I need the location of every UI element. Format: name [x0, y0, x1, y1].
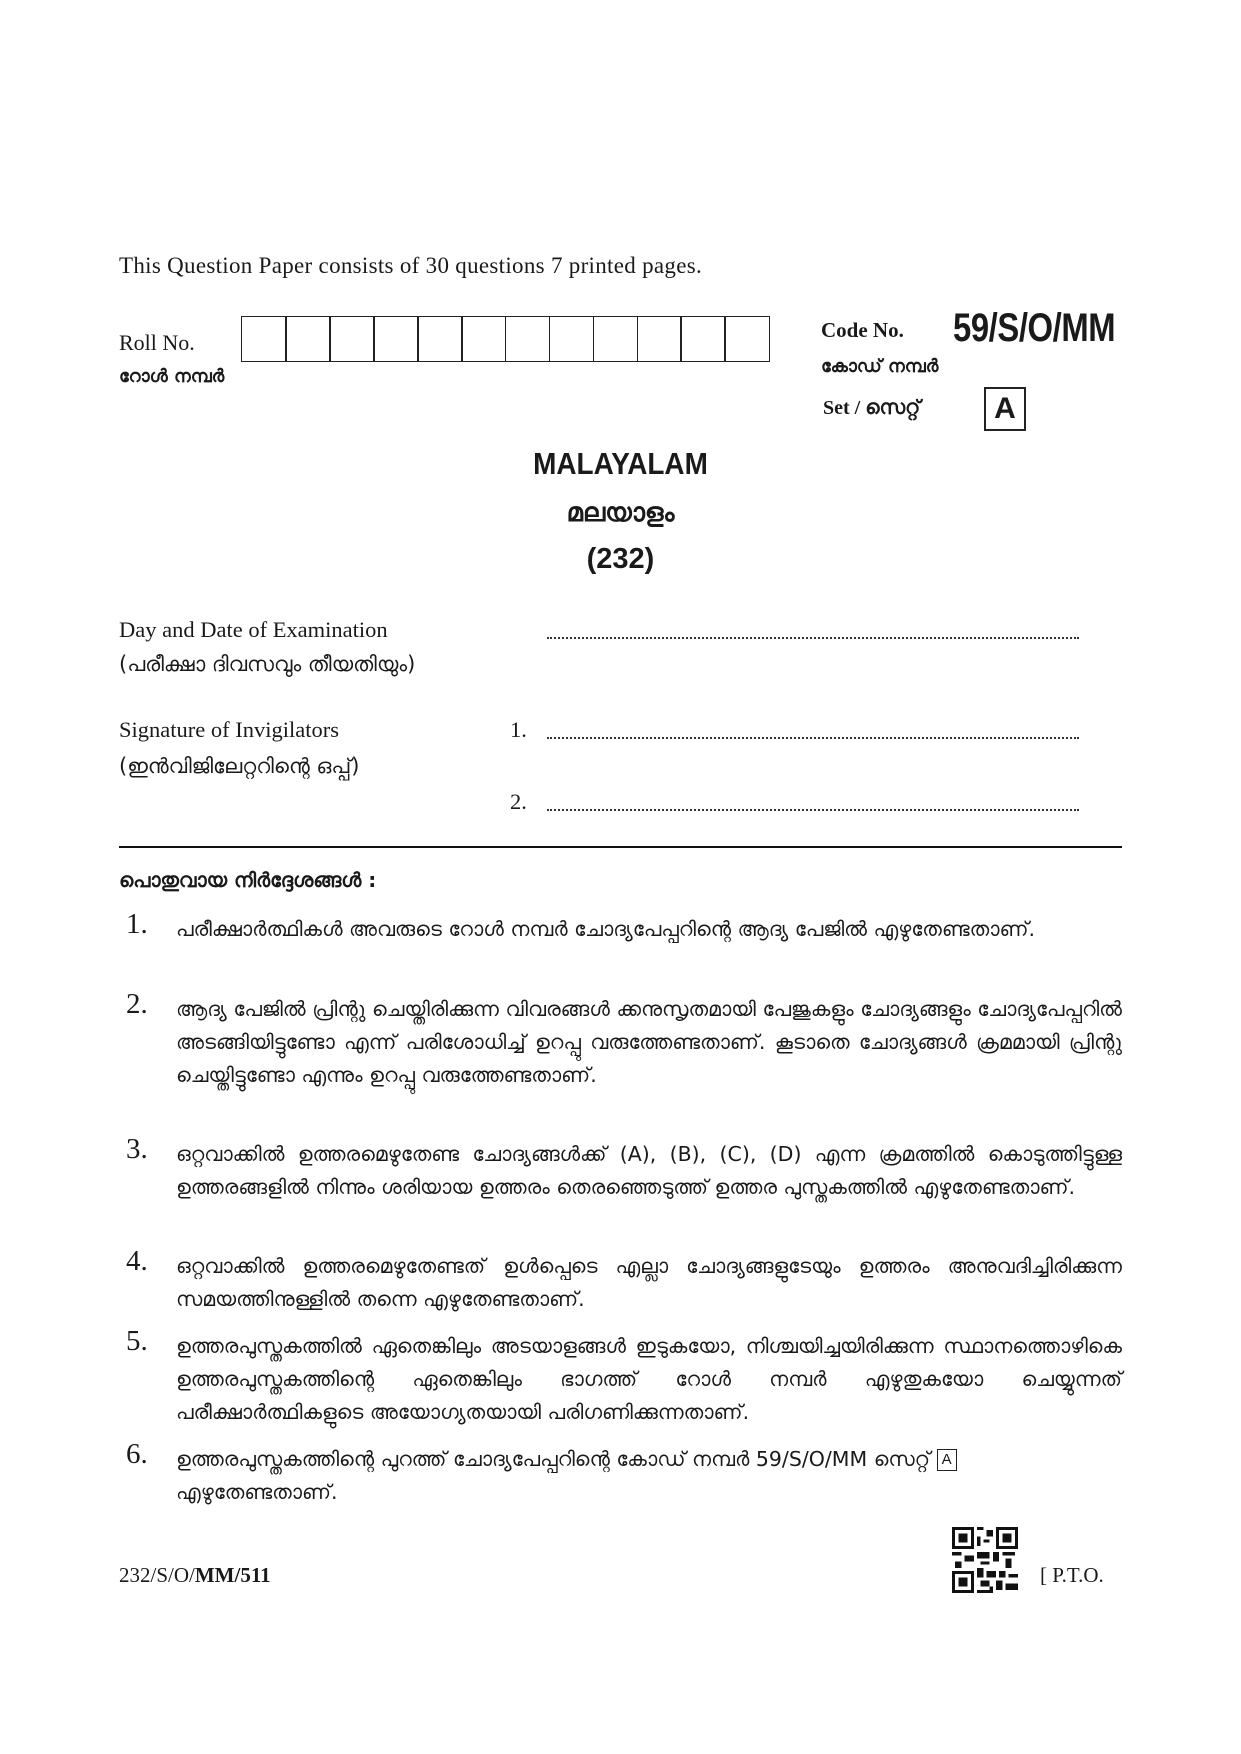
subject-title: MALAYALAM	[533, 446, 708, 481]
set-label: Set / സെറ്റ്	[823, 397, 921, 419]
roll-digit-box[interactable]	[505, 316, 551, 362]
instruction-number: 5.	[126, 1325, 148, 1357]
footer-code-bold: MM/511	[194, 1563, 271, 1587]
invigilator-signature-field-1[interactable]	[547, 737, 1079, 739]
roll-digit-box[interactable]	[285, 316, 331, 362]
instruction-number: 3.	[126, 1133, 148, 1165]
signature-number: 2.	[510, 789, 527, 814]
roll-digit-box[interactable]	[329, 316, 375, 362]
roll-digit-box[interactable]	[417, 316, 463, 362]
roll-digit-box[interactable]	[241, 316, 287, 362]
instruction-text: ഒറ്റവാക്കിൽ ഉത്തരമെഴുതേണ്ട ചോദ്യങ്ങൾക്ക് (A), (B), (C), (D) എന്ന ക്രമത്തിൽ കൊടുത്തിട്ടുള്ള ഉത്തരങ്ങളിൽ നിന്നും ശരിയായ ഉത്തരം തെരഞ്ഞെടുത്ത് ഉത്തര പുസ്തകത്തിൽ എഴുതേണ്ടതാണ്.	[176, 1142, 1122, 1199]
instruction-number: 6.	[126, 1438, 148, 1470]
invigilator-signature-field-2[interactable]	[547, 809, 1079, 811]
instruction-text-part: ഉത്തരപുസ്തകത്തിന്റെ പുറത്ത് ചോദ്യപേപ്പറിന്റെ കോഡ് നമ്പർ 59/S/O/MM സെറ്റ്	[176, 1447, 931, 1471]
roll-digit-box[interactable]	[373, 316, 419, 362]
invigilator-signature-label-ml: (ഇൻവിജിലേറ്ററിന്റെ ഒപ്പ്)	[119, 754, 360, 778]
roll-digit-box[interactable]	[593, 316, 639, 362]
subject-code: (232)	[586, 543, 655, 575]
instruction-text	[176, 1443, 1122, 1509]
roll-digit-box[interactable]	[680, 316, 726, 362]
invigilator-signature-label: Signature of Invigilators	[119, 717, 339, 742]
divider	[119, 846, 1122, 848]
roll-number-label: Roll No.	[119, 330, 195, 355]
instruction-text: പരീക്ഷാർത്ഥികൾ അവരുടെ റോൾ നമ്പർ ചോദ്യപേപ്പറിന്റെ ആദ്യ പേജിൽ എഴുതേണ്ടതാണ്.	[176, 917, 1036, 941]
footer-code-plain: 232/S/O/	[119, 1563, 195, 1587]
instruction-number: 4.	[126, 1245, 148, 1277]
instruction-text-part: എഴുതേണ്ടതാണ്.	[176, 1480, 338, 1504]
set-box: A	[984, 387, 1026, 431]
instruction-number: 2.	[126, 988, 148, 1020]
roll-digit-box[interactable]	[549, 316, 595, 362]
instructions-heading: പൊതുവായ നിർദ്ദേശങ്ങൾ :	[119, 868, 377, 892]
code-number-label: Code No.	[821, 318, 904, 342]
exam-date-label: Day and Date of Examination	[119, 617, 388, 642]
instruction-text: ഒറ്റവാക്കിൽ ഉത്തരമെഴുതേണ്ടത് ഉൾപ്പെടെ എല്ലാ ചോദ്യങ്ങളുടേയും ഉത്തരം അനുവദിച്ചിരിക്കുന്ന സമയത്തിനുള്ളിൽ തന്നെ എഴുതേണ്ടതാണ്.	[176, 1254, 1122, 1311]
signature-number: 1.	[510, 717, 527, 742]
set-box-inline: A	[937, 1449, 957, 1471]
subject-title-ml: മലയാളം	[566, 498, 675, 528]
page-turn-over: [ P.T.O.	[1040, 1563, 1104, 1587]
roll-digit-box[interactable]	[724, 316, 770, 362]
instruction-text: ഉത്തരപുസ്തകത്തിൽ ഏതെങ്കിലും അടയാളങ്ങൾ ഇടുകയോ, നിശ്ചയിച്ചയിരിക്കുന്ന സ്ഥാനത്തൊഴികെ ഉത്തരപുസ്തകത്തിന്റെ ഏതെങ്കിലും ഭാഗത്ത് റോൾ നമ്പർ എഴുതുകയോ ചെയ്യുന്നത് പരീക്ഷാർത്ഥികളുടെ അയോഗ്യതയായി പരിഗണിക്കുന്നതാണ്.	[176, 1334, 1122, 1424]
exam-date-label-ml: (പരീക്ഷാ ദിവസവും തീയതിയും)	[119, 652, 416, 676]
instruction-number: 1.	[126, 908, 148, 940]
footer-code	[119, 1563, 271, 1588]
code-number-label-ml: കോഡ് നമ്പർ	[821, 356, 939, 377]
roll-number-boxes[interactable]	[243, 316, 770, 362]
exam-date-field[interactable]	[547, 637, 1079, 639]
page-count-note: This Question Paper consists of 30 questions 7 printed pages.	[119, 253, 703, 278]
roll-digit-box[interactable]	[637, 316, 683, 362]
instruction-text: ആദ്യ പേജിൽ പ്രിന്റു ചെയ്തിരിക്കുന്ന വിവരങ്ങൾ ക്കനുസൃതമായി പേജുകളും ചോദ്യങ്ങളും ചോദ്യപേപ്പറിൽ അടങ്ങിയിട്ടുണ്ടോ എന്ന് പരിശോധിച്ച് ഉറപ്പു വരുത്തേണ്ടതാണ്. കൂടാതെ ചോദ്യങ്ങൾ ക്രമമായി പ്രിന്റു ചെയ്തിട്ടുണ്ടോ എന്നും ഉറപ്പു വരുത്തേണ്ടതാണ്.	[176, 997, 1122, 1087]
code-number-value: 59/S/O/MM	[953, 306, 1116, 350]
roll-digit-box[interactable]	[461, 316, 507, 362]
roll-number-label-ml: റോൾ നമ്പർ	[119, 366, 225, 387]
qr-code-icon	[952, 1527, 1018, 1593]
